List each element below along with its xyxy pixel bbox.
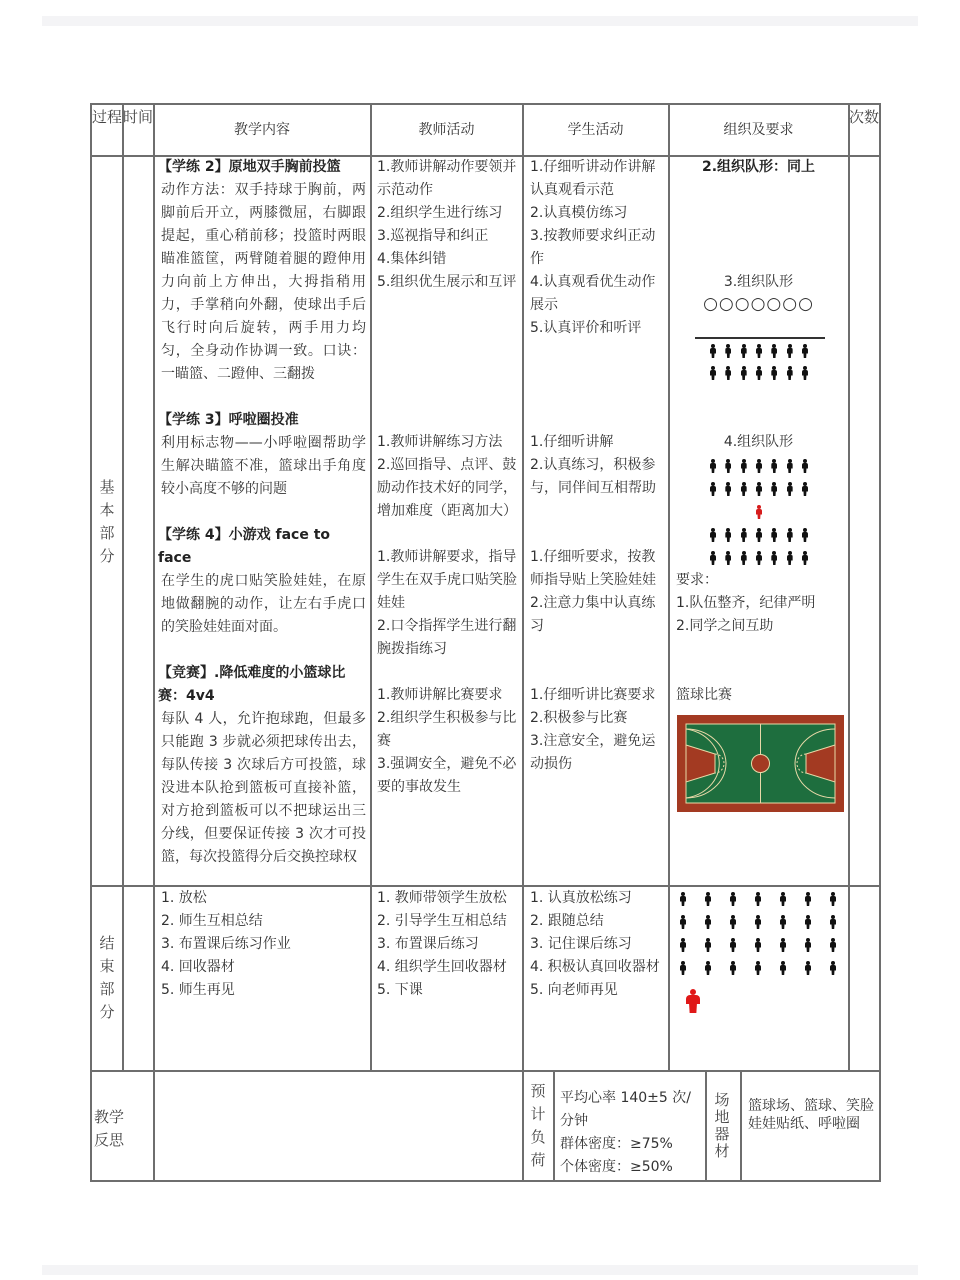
group-density: 群体密度：≥75% [560,1136,673,1152]
end-student-item: 2. 跟随总结 [530,913,604,929]
student-item: 3.按教师要求纠正动作 [530,228,656,267]
col-divider-content [370,103,372,1071]
end-student [530,887,664,1002]
drill3-body: 利用标志物——小呼啦圈帮助学生解决瞄篮不准，篮球出手角度较小高度不够的问题 [161,435,366,497]
student-figure-icon [756,366,762,380]
header-organization: 组织及要求 [723,122,794,138]
student-figure-icon [805,892,811,906]
student-item: 1.仔细听讲解 [530,434,614,450]
student-figure-icon [780,961,786,975]
header-content: 教学内容 [234,122,290,138]
student-figure-icon [705,892,711,906]
teacher-drill4 [377,546,519,661]
requirements-title: 要求： [676,572,718,588]
content-basic [158,156,366,869]
student-figure-icon [756,482,762,496]
formation4-label: 4.组织队形 [723,434,794,450]
equipment-label: 场地器材 [714,1091,730,1160]
student-figure-icon [756,528,762,542]
student-figure-icon [680,938,686,952]
table-top-border [90,103,881,105]
student-figure-icon [710,482,716,496]
formation3-row-1 [710,344,808,358]
col-divider-load-label [553,1070,555,1181]
end-content-item: 4. 回收器材 [161,959,235,975]
student-figure-icon [730,915,736,929]
reflection-label-text: 教学反思 [94,1108,125,1149]
col-divider-org [848,103,850,1071]
student-figure-icon [710,344,716,358]
teacher-item: 2.巡回指导、点评、鼓励动作技术好的同学，增加难度（距离加大） [377,457,517,519]
student-figure-icon [787,482,793,496]
student-item: 2.积极参与比赛 [530,710,628,726]
teacher-item: 1.教师讲解比赛要求 [377,687,503,703]
drill2-title: 【学练 2】原地双手胸前投篮 [158,159,341,175]
student-figure-icon [710,366,716,380]
teacher-drill2 [377,156,519,294]
end-teacher-item: 1. 教师带领学生放松 [377,890,507,906]
student-figure-icon [705,915,711,929]
student-figure-icon [805,961,811,975]
end-section-bottom-border [90,1070,881,1072]
student-figure-icon [802,366,808,380]
student-figure-icon [756,551,762,565]
student-item: 2.认真练习，积极参与，同伴间互相帮助 [530,457,656,496]
requirement-item: 1.队伍整齐，纪律严明 [676,595,816,611]
drill4-title: 【学练 4】小游戏 face to face [158,527,331,566]
student-figure-icon [780,915,786,929]
reflection-label [94,1106,134,1152]
student-figure-icon [802,551,808,565]
teacher-item: 3.巡视指导和纠正 [377,228,489,244]
individual-density: 个体密度：≥50% [560,1159,673,1175]
teacher-item: 2.口令指挥学生进行翻腕拨指练习 [377,618,517,657]
student-figure-icon [710,528,716,542]
end-teacher-item: 5. 下课 [377,982,423,998]
student-figure-icon [771,459,777,473]
end-teacher-item: 4. 组织学生回收器材 [377,959,507,975]
student-figure-icon [755,915,761,929]
student-figure-icon [830,915,836,929]
col-divider-process [122,103,124,1071]
student-drill3 [530,431,664,500]
student-figure-icon [741,482,747,496]
end-teacher-item: 2. 引导学生互相总结 [377,913,507,929]
student-figure-icon [755,892,761,906]
heart-rate: 平均心率 140±5 次/分钟 [560,1090,691,1129]
student-figure-icon [680,961,686,975]
teacher-item: 3.强调安全，避免不必要的事故发生 [377,756,517,795]
student-figure-icon [771,344,777,358]
student-item: 1.仔细听讲比赛要求 [530,687,656,703]
student-figure-icon [730,892,736,906]
drill3-title: 【学练 3】呼啦圈投准 [158,412,299,428]
col-divider-student [668,103,670,1071]
equipment-list: 篮球场、篮球、笑脸娃娃贴纸、呼啦圈 [748,1098,874,1132]
formation4-row-1 [710,459,808,473]
student-figure-icon [787,366,793,380]
formation3-line [695,337,825,339]
teacher-figure-icon [756,505,762,519]
end-student-item: 5. 向老师再见 [530,982,618,998]
student-figure-icon [802,459,808,473]
student-item: 5.认真评价和听评 [530,320,642,336]
end-content-item: 3. 布置课后练习作业 [161,936,291,952]
table-left-border [90,103,92,1181]
table-right-border [879,103,881,1181]
student-figure-icon [802,482,808,496]
student-figure-icon [741,366,747,380]
student-figure-icon [771,551,777,565]
end-section-label: 结束部分 [99,934,115,1021]
end-content [161,887,366,1002]
student-figure-icon [755,938,761,952]
table-bottom-border [90,1180,881,1182]
end-formation-row-2 [680,915,836,929]
student-figure-icon [705,938,711,952]
formation3-row-2 [710,366,808,380]
student-figure-icon [802,528,808,542]
student-figure-icon [787,528,793,542]
student-figure-icon [741,551,747,565]
student-figure-icon [830,961,836,975]
student-figure-icon [705,961,711,975]
drill2-body: 动作方法：双手持球于胸前，两脚前后开立，两膝微屈，右脚跟提起，重心稍前移；投篮时两眼瞄准篮筐，两臂随着腿的蹬伸用力向前上方伸出，大拇指稍用力，手掌稍向外翻，使球出手后飞行时向后旋转，两手用力均匀，全身动作协调一致。口诀：一瞄篮、二蹬伸、三翻拨 [161,182,366,382]
header-count: 次数 [849,108,880,126]
student-figure-icon [741,528,747,542]
student-figure-icon [680,892,686,906]
court-label: 篮球比赛 [676,687,732,703]
competition-body: 每队 4 人，允许抱球跑，但最多只能跑 3 步就必须把球传出去，每队传接 3 次球后方可投篮，球没进本队抢到篮板可直接补篮，对方抢到篮板可以不把球运出三分线，但要保证传接 3 次才可投篮，每次投篮得分后交换控球权 [161,711,366,865]
end-content-item: 2. 师生互相总结 [161,913,263,929]
student-item: 2.注意力集中认真练习 [530,595,656,634]
teacher-item: 1.教师讲解要求，指导学生在双手虎口贴笑脸娃娃 [377,549,517,611]
student-item: 4.认真观看优生动作展示 [530,274,656,313]
requirements [676,569,846,638]
col-divider-time [153,103,155,1181]
teacher-figure-icon [686,989,700,1013]
student-figure-icon [771,482,777,496]
student-figure-icon [805,938,811,952]
student-figure-icon [780,892,786,906]
header-teacher: 教师活动 [418,122,475,138]
student-drill2 [530,156,664,340]
student-figure-icon [771,528,777,542]
end-student-item: 4. 积极认真回收器材 [530,959,660,975]
student-figure-icon [755,961,761,975]
end-teacher [377,887,519,1002]
student-figure-icon [830,892,836,906]
student-figure-icon [741,459,747,473]
header-time: 时间 [123,108,154,126]
student-figure-icon [787,551,793,565]
end-teacher-item: 3. 布置课后练习 [377,936,479,952]
teacher-item: 2.组织学生进行练习 [377,205,503,221]
student-figure-icon [741,344,747,358]
end-formation-row-1 [680,892,836,906]
student-figure-icon [780,938,786,952]
student-figure-icon [805,915,811,929]
student-figure-icon [787,459,793,473]
header-process: 过程 [92,108,123,126]
basketball-court-diagram [677,715,844,812]
col-divider-teacher [522,103,524,1181]
end-student-item: 1. 认真放松练习 [530,890,632,906]
teacher-item: 5.组织优生展示和互评 [377,274,517,290]
teacher-drill3 [377,431,519,523]
student-figure-icon [730,961,736,975]
student-figure-icon [756,459,762,473]
student-figure-icon [725,551,731,565]
teacher-item: 4.集体纠错 [377,251,447,267]
student-drill4 [530,546,664,638]
competition-title: 【竞赛】.降低难度的小篮球比赛：4v4 [158,665,346,704]
teacher-item: 1.教师讲解练习方法 [377,434,503,450]
student-item: 2.认真模仿练习 [530,205,628,221]
student-item: 1.仔细听要求，按教师指导贴上笑脸娃娃 [530,549,656,588]
end-content-item: 5. 师生再见 [161,982,235,998]
student-item: 1.仔细听讲动作讲解认真观看示范 [530,159,656,198]
formation3-label: 3.组织队形 [723,274,794,290]
student-figure-icon [725,366,731,380]
student-figure-icon [725,482,731,496]
formation4-row-3 [710,528,808,542]
formation3-circles: ○○○○○○○ [703,294,814,314]
teacher-item: 1.教师讲解动作要领并示范动作 [377,159,517,198]
end-formation-row-3 [680,938,836,952]
student-figure-icon [725,459,731,473]
student-competition [530,684,664,776]
end-student-item: 3. 记住课后练习 [530,936,632,952]
student-figure-icon [710,551,716,565]
student-figure-icon [756,344,762,358]
load-label: 预计负荷 [530,1082,546,1169]
student-figure-icon [830,938,836,952]
student-figure-icon [787,344,793,358]
student-figure-icon [730,938,736,952]
header-student: 学生活动 [567,122,624,138]
student-figure-icon [680,915,686,929]
drill4-body: 在学生的虎口贴笑脸娃娃，在原地做翻腕的动作，让左右手虎口的笑脸娃娃面对面。 [161,573,366,635]
student-figure-icon [771,366,777,380]
teacher-competition [377,684,519,799]
formation4-row-2 [710,482,808,496]
student-figure-icon [710,459,716,473]
student-figure-icon [802,344,808,358]
student-figure-icon [725,344,731,358]
formation4-row-4 [710,551,808,565]
end-formation-row-4 [680,961,836,975]
reflection-content [156,1074,520,1178]
teacher-item: 2.组织学生积极参与比赛 [377,710,517,749]
basic-section-label: 基本部分 [99,478,115,565]
student-item: 3.注意安全，避免运动损伤 [530,733,656,772]
load-values [560,1087,702,1179]
formation2-label: 2.组织队形：同上 [701,159,816,175]
col-divider-equipment-label [740,1070,742,1181]
col-divider-load [705,1070,707,1181]
end-content-item: 1. 放松 [161,890,207,906]
student-figure-icon [725,528,731,542]
requirement-item: 2.同学之间互助 [676,618,774,634]
